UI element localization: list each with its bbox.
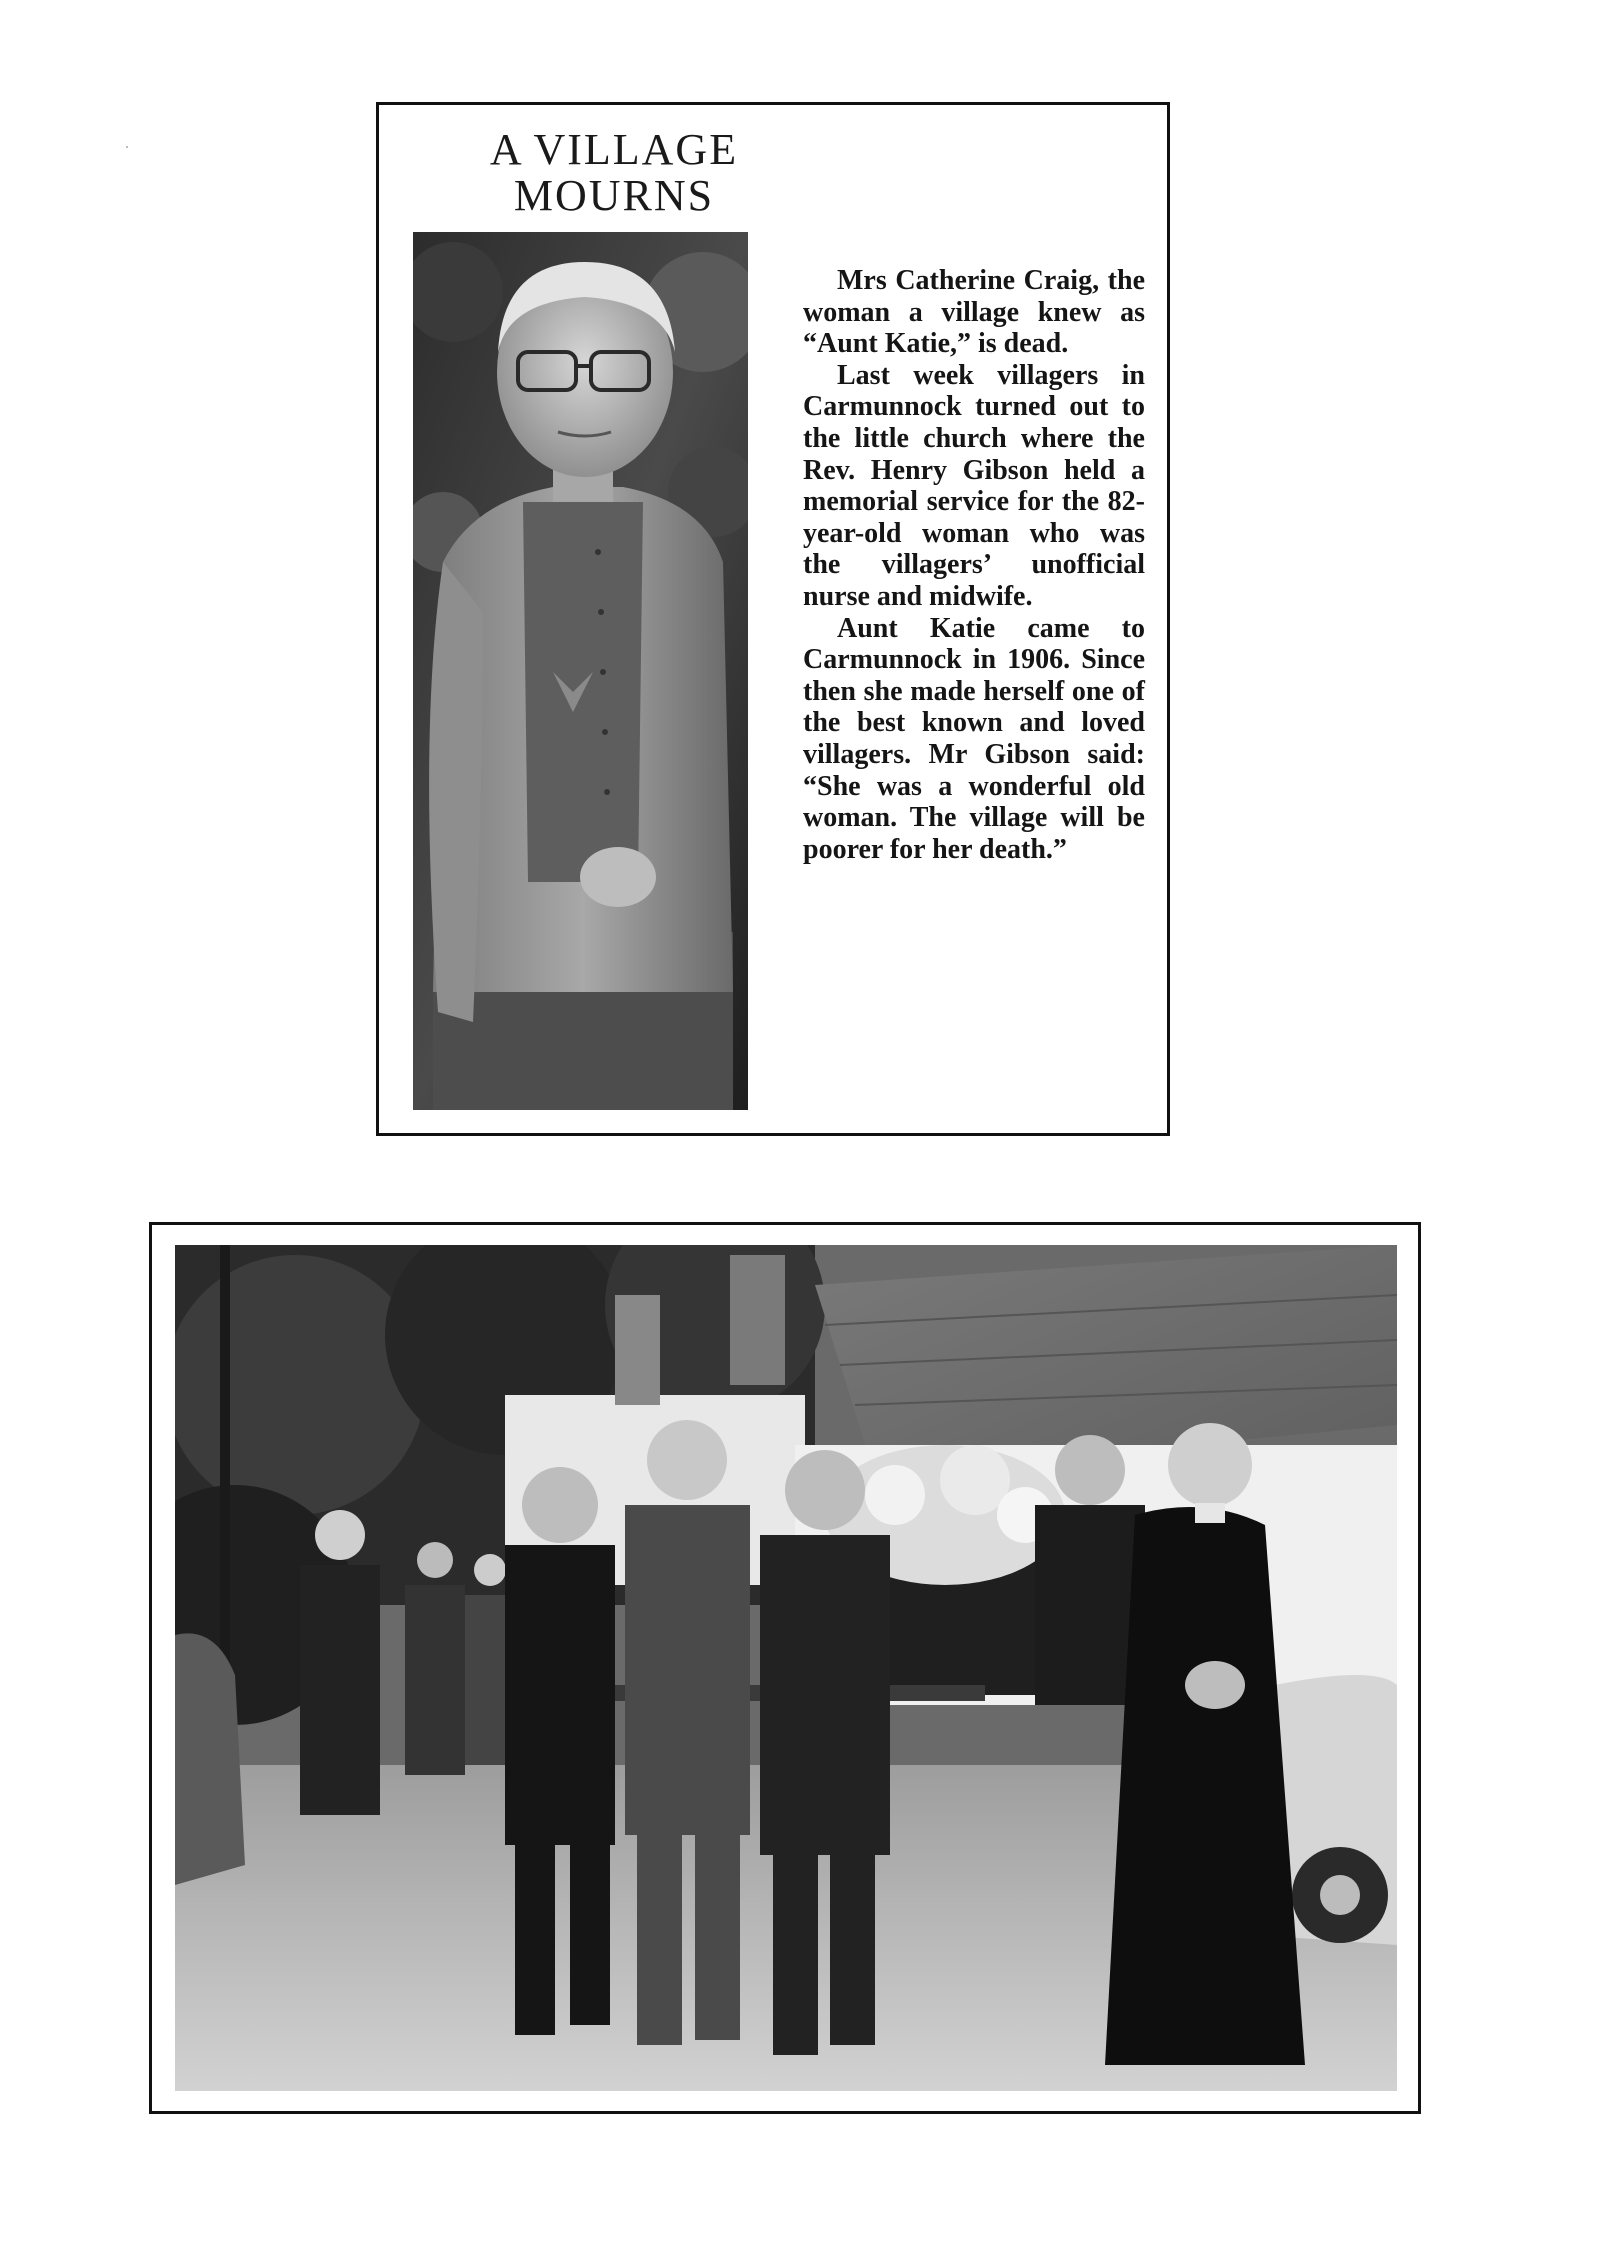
newspaper-clipping: [376, 102, 1170, 1136]
headline: A VILLAGE MOURNS: [489, 125, 739, 220]
funeral-procession-photo: [175, 1245, 1397, 2091]
article-paragraph: Aunt Katie came to Carmunnock in 1906. Since then she made herself one of the best known and loved villagers. Mr Gibson said: “She was a wonderful old woman. The village will be poorer for her death.”: [803, 612, 1145, 865]
procession-photo-frame: [149, 1222, 1421, 2114]
portrait-photo: [413, 232, 748, 1110]
scan-speck: [126, 146, 128, 148]
article-paragraph: Last week villagers in Carmunnock turned out to the little church where the Rev. Henry Gibson held a memorial service for the 82-year-old woman who was the villagers’ unofficial nurse and midwife.: [803, 359, 1145, 612]
article-paragraph: Mrs Catherine Craig, the woman a village knew as “Aunt Katie,” is dead.: [803, 265, 1145, 360]
article-text: [803, 265, 1145, 865]
